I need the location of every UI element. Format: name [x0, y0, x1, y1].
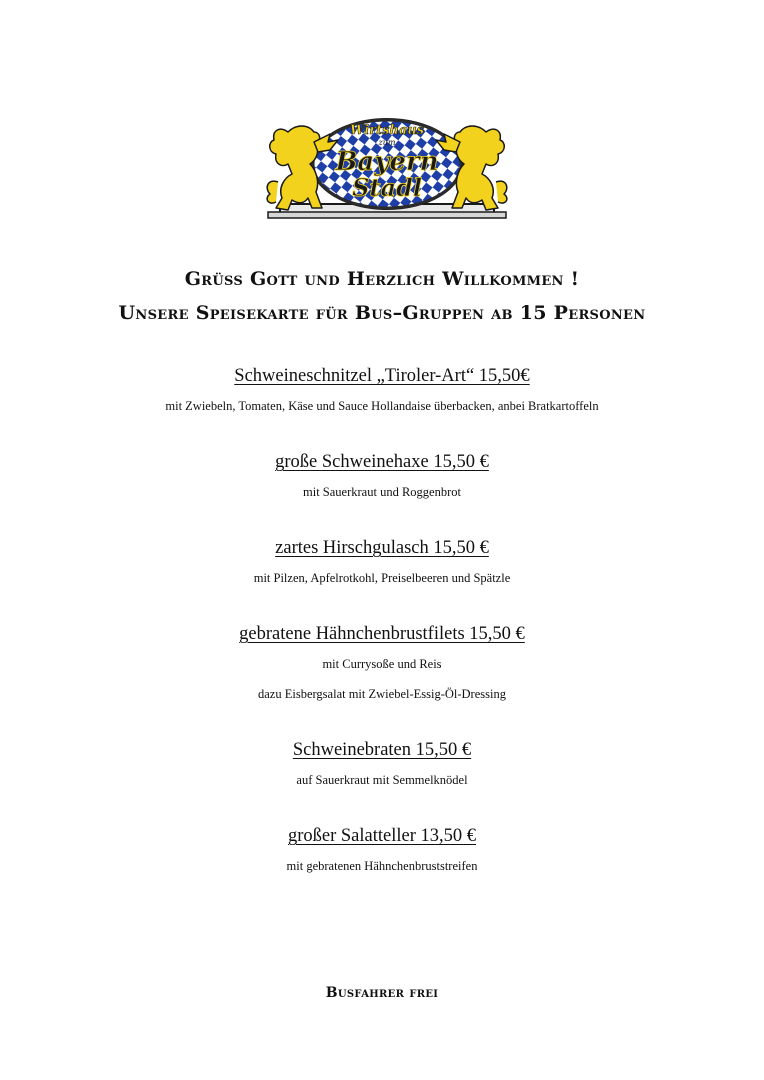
dish-item: [0, 449, 764, 507]
dish-description: auf Sauerkraut mit Semmelknödel: [296, 773, 468, 787]
logo-text-top: Wirtshaus: [349, 123, 425, 138]
dish-description: mit Sauerkraut und Roggenbrot: [303, 485, 461, 499]
dish-title: großer Salatteller 13,50 €: [287, 826, 477, 846]
welcome-headings: [0, 262, 764, 330]
dish-description: mit gebratenen Hähnchenbruststreifen: [286, 859, 478, 873]
dish-item: [0, 737, 764, 795]
dish-title: zartes Hirschgulasch 15,50 €: [275, 538, 489, 558]
logo-text-main-2: Stadl: [352, 173, 422, 202]
dish-title: Schweinebraten 15,50 €: [292, 740, 472, 760]
dish-title: große Schweinehaxe 15,50 €: [275, 452, 489, 472]
menu-list: [0, 363, 764, 881]
busdriver-note: Busfahrer frei: [325, 985, 439, 1001]
restaurant-logo: [258, 112, 516, 224]
dish-description: mit Pilzen, Apfelrotkohl, Preiselbeeren und Spätzle: [253, 571, 511, 585]
dish-spacer: [0, 795, 764, 823]
menu-subheading: Unsere Speisekarte für Bus–Gruppen ab 15 Personen: [118, 302, 646, 324]
dish-spacer: [0, 507, 764, 535]
dish-item: [0, 823, 764, 881]
dish-spacer: [0, 421, 764, 449]
dish-description: mit Zwiebeln, Tomaten, Käse und Sauce Hollandaise überbacken, anbei Bratkartoffeln: [165, 399, 599, 413]
logo-text-small: zum: [378, 138, 396, 147]
welcome-heading: Grüss Gott und Herzlich Willkommen !: [184, 268, 580, 290]
dish-description: dazu Eisbergsalat mit Zwiebel-Essig-Öl-Dressing: [258, 687, 506, 701]
dish-item: [0, 621, 764, 709]
dish-title: Schweineschnitzel „Tiroler-Art“ 15,50€: [234, 366, 530, 386]
dish-item: [0, 363, 764, 421]
logo-graphic: [258, 112, 516, 224]
dish-title: gebratene Hähnchenbrustfilets 15,50 €: [239, 624, 525, 644]
dish-spacer: [0, 593, 764, 621]
logo-text-main-1: Bayern: [335, 147, 439, 177]
dish-description: mit Currysoße und Reis: [322, 657, 442, 671]
dish-item: [0, 535, 764, 593]
dish-spacer: [0, 709, 764, 737]
